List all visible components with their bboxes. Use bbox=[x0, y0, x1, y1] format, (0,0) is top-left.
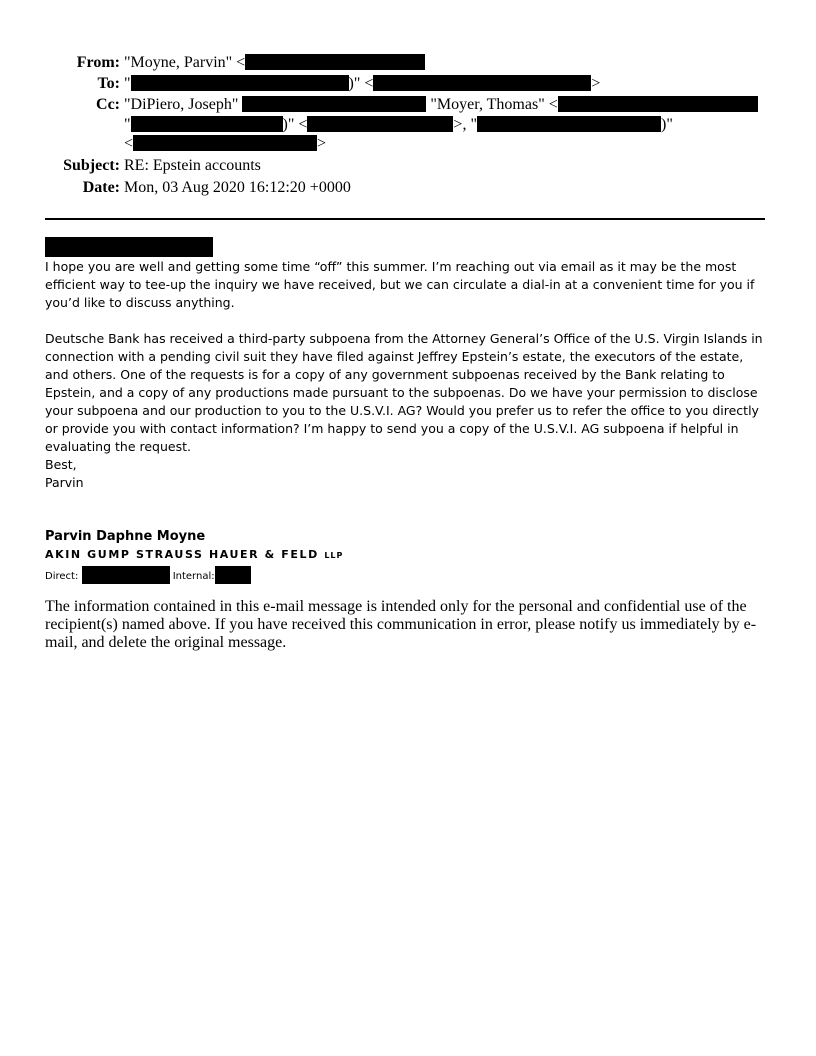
redaction-box bbox=[558, 96, 758, 112]
subject-value: RE: Epstein accounts bbox=[124, 157, 261, 174]
body-paragraph: I hope you are well and getting some time “off” this summer. I’m reaching out via email as it may be the most efficient way to tee-up the inquiry we have received, but we can circulate a dial-in at a convenient time for you if you’d like to discuss anything. bbox=[45, 259, 755, 310]
sender-name: Parvin bbox=[45, 475, 84, 490]
header-divider bbox=[45, 218, 765, 220]
closing: Best, bbox=[45, 457, 77, 472]
redaction-box bbox=[477, 116, 661, 132]
to-label: To: bbox=[97, 75, 120, 92]
email-body bbox=[45, 258, 765, 312]
subject-label: Subject: bbox=[63, 157, 120, 174]
redaction-box bbox=[242, 96, 426, 112]
redaction-box bbox=[131, 75, 349, 91]
redaction-box bbox=[215, 566, 251, 584]
confidentiality-disclaimer: The information contained in this e-mail message is intended only for the personal and confidential use of the recipient(s) named above. If you have received this communication in error, please notify us immediately by e-mail, and delete the original message. bbox=[45, 598, 757, 651]
internal-label: Internal: bbox=[172, 571, 215, 582]
date-label: Date: bbox=[82, 179, 120, 196]
signature-firm: AKIN GUMP STRAUSS HAUER & FELD LLP bbox=[45, 548, 344, 561]
signature-name: Parvin Daphne Moyne bbox=[45, 529, 206, 544]
redaction-box bbox=[373, 75, 591, 91]
from-value: "Moyne, Parvin" < bbox=[124, 54, 246, 71]
signature-contact bbox=[45, 566, 251, 585]
cc-label: Cc: bbox=[96, 96, 120, 113]
redaction-box bbox=[82, 566, 170, 584]
redaction-box bbox=[245, 54, 425, 70]
from-label: From: bbox=[76, 54, 120, 71]
body-paragraph: Deutsche Bank has received a third-party subpoena from the Attorney General’s Office of the U.S. Virgin Islands in connection with a pending civil suit they have filed against Jeffrey Epstein’s estate, the executors of the estate, and others. One of the requests is for a copy of any government subpoenas received by the Bank relating to Epstein, and a copy of any productions made pursuant to the subpoenas. Do we have your permission to disclose your subpoena and our production to you to the U.S.V.I. AG? Would you prefer us to refer the office to you directly or provide you with contact information? I’m happy to send you a copy of the U.S.V.I. AG subpoena if helpful in evaluating the request. bbox=[45, 331, 763, 454]
redaction-box bbox=[45, 237, 213, 257]
redaction-box bbox=[307, 116, 453, 132]
redaction-box bbox=[133, 135, 317, 151]
redaction-box bbox=[131, 116, 283, 132]
direct-label: Direct: bbox=[45, 571, 79, 582]
date-value: Mon, 03 Aug 2020 16:12:20 +0000 bbox=[124, 179, 351, 196]
